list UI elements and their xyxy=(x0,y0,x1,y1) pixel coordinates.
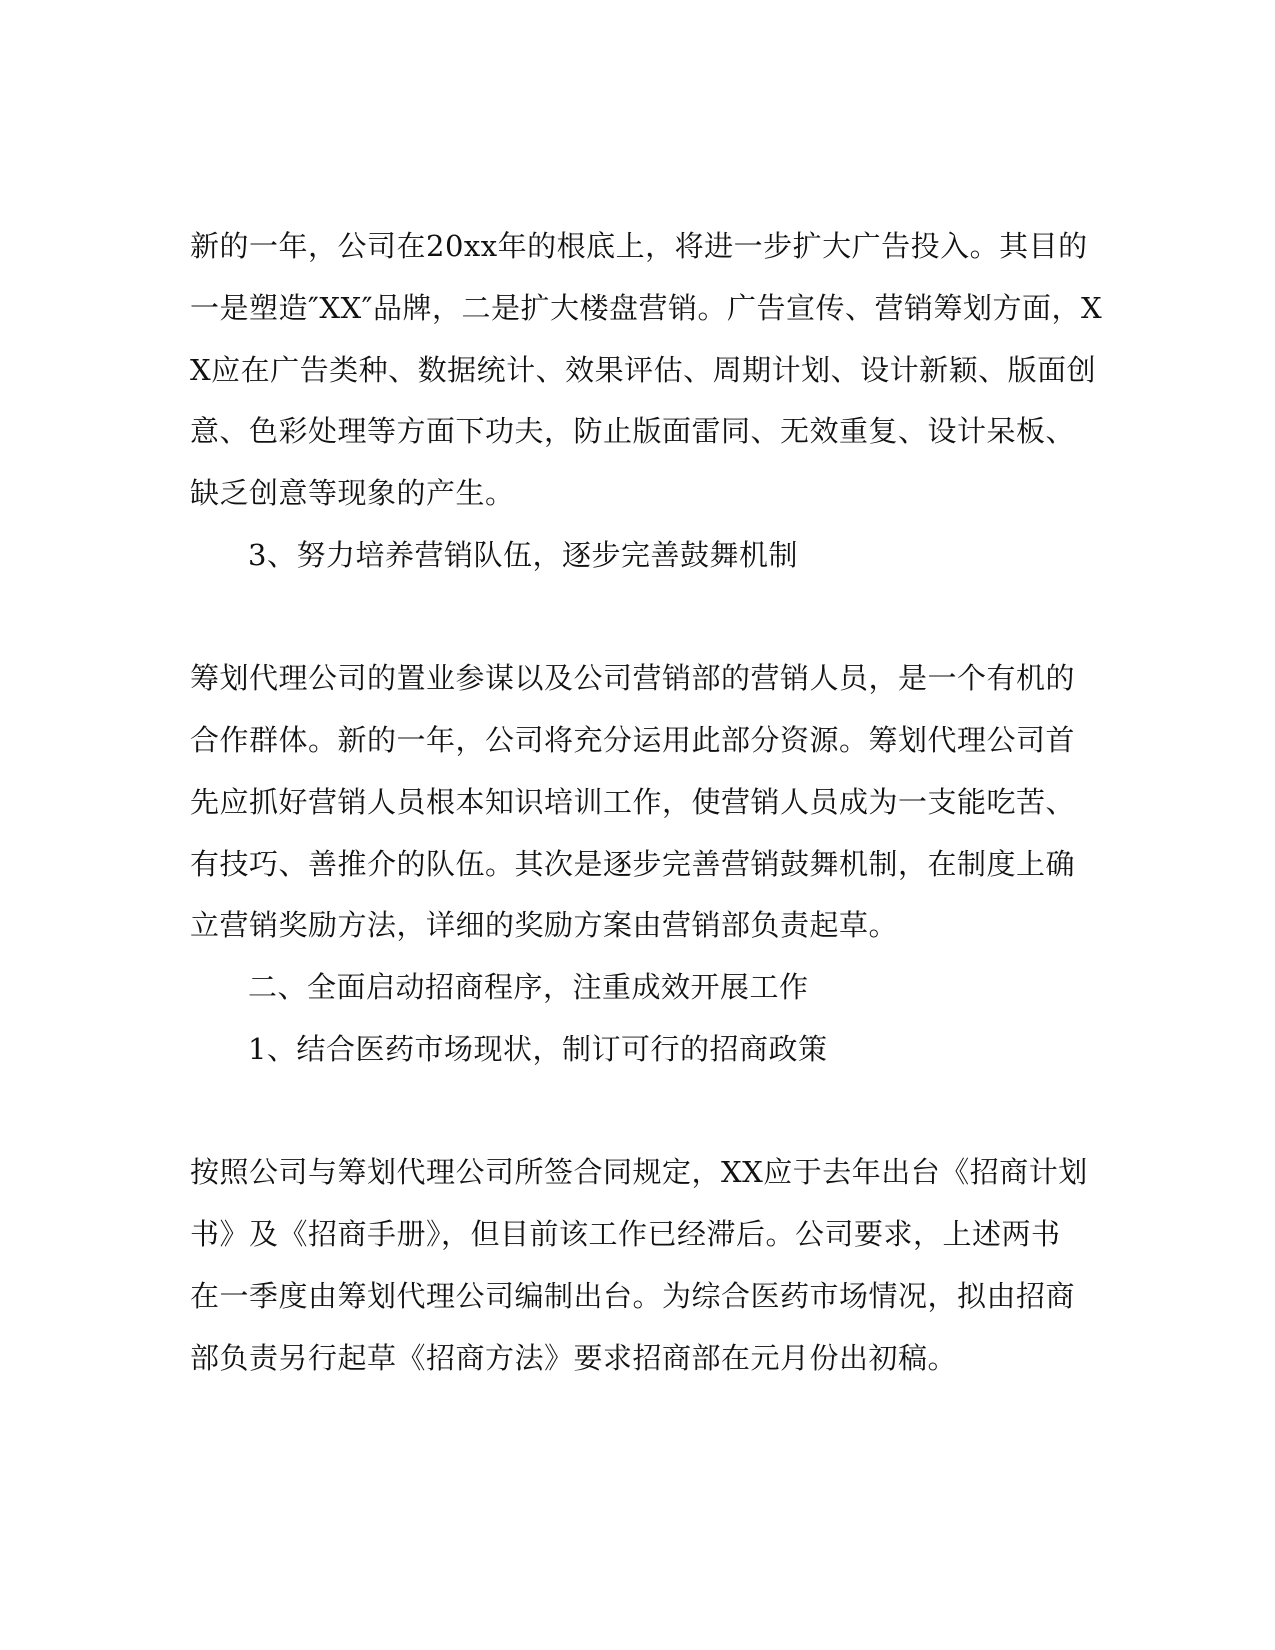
text-line: 部负责另行起草《招商方法》要求招商部在元月份出初稿。 xyxy=(190,1341,958,1375)
text-line: 合作群体。新的一年，公司将充分运用此部分资源。筹划代理公司首 xyxy=(190,723,1076,757)
text-line: 立营销奖励方法，详细的奖励方案由营销部负责起草。 xyxy=(190,908,899,942)
text-line: X应在广告类种、数据统计、效果评估、周期计划、设计新颖、版面创 xyxy=(190,353,1097,387)
section-heading-2: 二、全面启动招商程序，注重成效开展工作 xyxy=(248,970,809,1004)
section-heading-3: 3、努力培养营销队伍，逐步完善鼓舞机制 xyxy=(248,538,798,572)
text-line: 筹划代理公司的置业参谋以及公司营销部的营销人员，是一个有机的 xyxy=(190,661,1076,695)
text-line: 先应抓好营销人员根本知识培训工作，使营销人员成为一支能吃苦、 xyxy=(190,785,1076,819)
text-line: 书》及《招商手册》，但目前该工作已经滞后。公司要求，上述两书 xyxy=(190,1217,1061,1251)
section-heading-1: 1、结合医药市场现状，制订可行的招商政策 xyxy=(248,1032,828,1066)
text-line: 有技巧、善推介的队伍。其次是逐步完善营销鼓舞机制，在制度上确 xyxy=(190,847,1076,881)
text-line: 按照公司与筹划代理公司所签合同规定，XX应于去年出台《招商计划 xyxy=(190,1155,1088,1189)
text-line: 新的一年，公司在20xx年的根底上，将进一步扩大广告投入。其目的 xyxy=(190,229,1088,263)
text-line: 在一季度由筹划代理公司编制出台。为综合医药市场情况，拟由招商 xyxy=(190,1279,1076,1313)
text-line: 缺乏创意等现象的产生。 xyxy=(190,476,515,510)
text-line: 一是塑造″XX″品牌，二是扩大楼盘营销。广告宣传、营销筹划方面，X xyxy=(190,291,1103,325)
text-line: 意、色彩处理等方面下功夫，防止版面雷同、无效重复、设计呆板、 xyxy=(190,414,1076,448)
